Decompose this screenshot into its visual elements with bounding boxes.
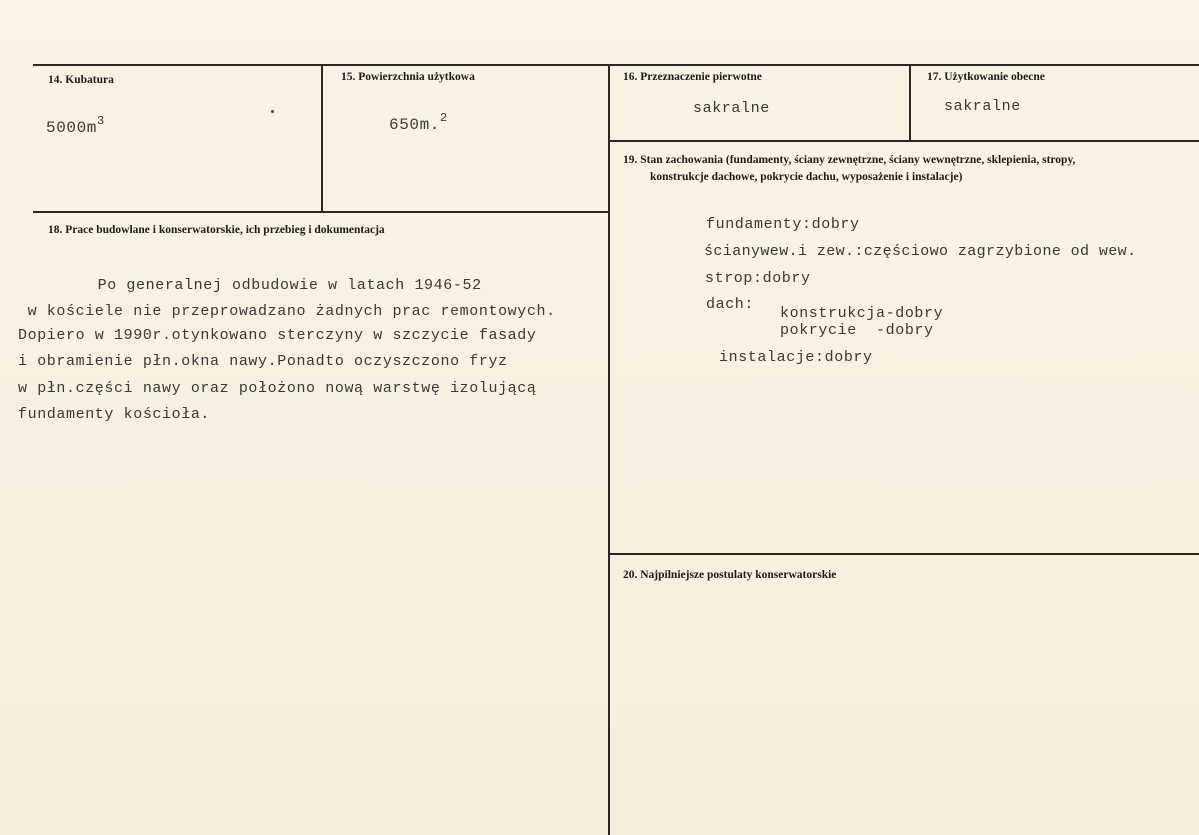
field-19-instalacje: instalacje:dobry [719, 349, 873, 366]
field-19-label: 19. Stan zachowania (fundamenty, ściany zewnętrzne, ściany wewnętrzne, sklepienia, stropy, [623, 154, 1076, 166]
field-20-label: 20. Najpilniejsze postulaty konserwatorskie [623, 569, 837, 581]
field-18-line: Dopiero w 1990r.otynkowano sterczyny w szczycie fasady [18, 327, 537, 344]
field-16-label: 16. Przeznaczenie pierwotne [623, 71, 762, 83]
divider-16-19 [608, 140, 1199, 142]
field-15-value: 650m.$^2$ [389, 111, 448, 134]
field-19-sciany: ścianywew.i zew.:częściowo zagrzybione od wew. [704, 243, 1137, 260]
top-border [33, 64, 1199, 66]
divider-row-18 [33, 211, 610, 213]
field-19-strop: strop:dobry [705, 270, 811, 287]
field-18-label: 18. Prace budowlane i konserwatorskie, ich przebieg i dokumentacja [48, 224, 385, 236]
field-18-line: i obramienie płn.okna nawy.Ponadto oczyszczono fryz [18, 353, 508, 370]
field-19-fundamenty: fundamenty:dobry [706, 216, 860, 233]
field-14-label: 14. Kubatura [48, 74, 114, 86]
divider-14-15 [321, 64, 323, 213]
field-19-dach-pokrycie: pokrycie -dobry [780, 322, 934, 339]
field-18-line: w kościele nie przeprowadzano żadnych prac remontowych. [18, 303, 556, 320]
field-15-label: 15. Powierzchnia użytkowa [341, 71, 475, 83]
stray-mark [271, 110, 274, 113]
field-17-value: sakralne [944, 98, 1021, 115]
field-19-label-cont: konstrukcje dachowe, pokrycie dachu, wyposażenie i instalacje) [650, 171, 963, 183]
field-18-line: w płn.części nawy oraz położono nową warstwę izolującą [18, 380, 537, 397]
field-17-label: 17. Użytkowanie obecne [927, 71, 1045, 83]
field-19-dach: dach: [706, 296, 755, 313]
field-14-value: $5000m^3$ [46, 114, 105, 137]
divider-16-17 [909, 64, 911, 142]
divider-19-20 [608, 553, 1199, 555]
divider-left-right [608, 64, 610, 835]
field-18-line: fundamenty kościoła. [18, 406, 211, 423]
field-19-dach-konstrukcja: konstrukcja-dobry [780, 305, 944, 322]
field-18-line: Po generalnej odbudowie w latach 1946-52 [40, 277, 482, 294]
field-16-value: sakralne [693, 100, 770, 117]
